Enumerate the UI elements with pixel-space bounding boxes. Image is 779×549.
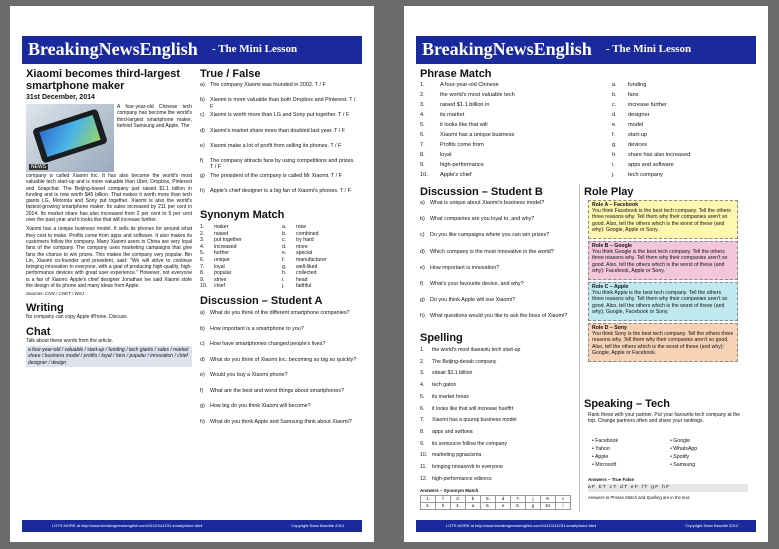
phrase-left-text: high-performance (440, 162, 484, 168)
spelling-number: 8. (420, 428, 425, 435)
question-number: d) (420, 248, 425, 255)
phrase-left-text: raised $1.1 billion in (440, 102, 490, 108)
worksheet-page-2 (404, 6, 768, 542)
synonym-left-word: further (214, 250, 229, 257)
question-number: d) (200, 127, 205, 134)
tf-answers: a F b T c T d T e F f T g F h F (588, 484, 748, 492)
question-item (420, 249, 578, 265)
question-text: The company attracts fans by using competitions and prizes. T / F (210, 158, 355, 171)
answer-cell: 10. (540, 502, 556, 510)
phrase-left-text: the world's most valuable tech (440, 92, 515, 98)
spelling-number: 4. (420, 382, 425, 389)
spelling-number: 11. (420, 464, 427, 470)
question-number: h) (200, 188, 205, 195)
spelling-number: 9. (420, 440, 425, 447)
role-title: Role C – Apple (592, 284, 629, 290)
photo-caption: NEWS (31, 164, 46, 170)
question-text: How big do you think Xiaomi will become? (210, 403, 311, 409)
question-item (200, 173, 360, 188)
question-item (420, 281, 578, 297)
spelling-text: sdeair $1.1 billion (432, 370, 473, 377)
brand-subtitle: - The Mini Lesson (212, 43, 298, 55)
spelling-text: its market hreas (432, 393, 469, 400)
phrase-right-letter: f. (612, 132, 616, 138)
question-number: h) (420, 313, 425, 320)
phrase-right-letter: j. (612, 172, 615, 178)
discussion-b-list (420, 200, 578, 330)
question-text: Xiaomi's market share more than doubled last year. T / F (210, 127, 346, 134)
question-number: a) (200, 310, 205, 316)
phrase-left-number: 9. (420, 162, 425, 168)
footer-link[interactable]: LOTS MORE at http://www.breakingnewsenglish.com/1412/141231-smartphone.html (446, 523, 597, 528)
question-text: What do you think of the different smartphone companies? (210, 310, 350, 316)
question-text: Xiaomi make a lot of profit from selling its phones. T / F (210, 142, 342, 149)
page-header (22, 36, 362, 64)
question-item (200, 82, 360, 97)
synonym-right-word: try hard (296, 237, 314, 244)
spelling-heading: Spelling (420, 332, 463, 344)
brand-subtitle: - The Mini Lesson (606, 43, 692, 55)
answer-cell: h (435, 502, 451, 510)
phrase-left-number: 7. (420, 142, 425, 148)
question-item (200, 341, 360, 357)
phrase-left-text: Xiaomi has a unique business (440, 132, 515, 138)
synonym-left-number: 9. (200, 276, 205, 283)
synonym-left-word: maker (214, 224, 229, 230)
phrase-left-text: loyal (440, 152, 452, 158)
article-sources: Sources: CNN / CNET / WSJ (26, 291, 85, 297)
synonym-right-word: well-liked (296, 263, 318, 270)
synonym-left-number: 2. (200, 230, 205, 237)
question-text: How important is a smartphone to you? (210, 325, 304, 332)
synonym-heading: Synonym Match (200, 209, 285, 221)
brand-title: BreakingNewsEnglish (28, 39, 198, 59)
question-number: f) (420, 281, 424, 287)
article-para-2: Xiaomi has a unique business model. It sells its phones for around what they cost to make. Profits come from apps and software. It also makes its customers follow the company. Many Xiaomi users in China are very loyal fans of the company. The company uses marketing campaigns that give fans the chance to win prizes. This makes the company very popular. Bin Lin, Xiaomi co-founder and president, said: "We will strive to continue bringing innovation to everyone, with a goal of producing high-quality, high-performance devices with great user experience." However, not everyone is a fan of Xiaomi. Apple's chief designer Jonathan Ive said Xiaomi stole the design of its phone and many ideas from Apple. (26, 226, 192, 290)
question-text: Apple's chief designer is a big fan of Xiaomi's phones. T / F (210, 188, 351, 195)
answer-cell: 8. (510, 502, 526, 510)
footer-link[interactable]: LOTS MORE at http://www.breakingnewsenglish.com/1412/141231-smartphone.html (52, 523, 203, 528)
question-item (200, 310, 360, 326)
phrase-right-text: model (628, 122, 644, 128)
role-card (588, 241, 738, 280)
spelling-number: 12. (420, 475, 428, 482)
answer-cell: 3. (450, 495, 466, 503)
true-false-heading: True / False (200, 68, 261, 80)
answer-cell: 1. (420, 495, 436, 503)
phrase-left-text: Apple's chief (440, 172, 472, 178)
question-text: Xiaomi is worth more than LG and Sony put together. T / F (210, 112, 350, 119)
phrase-left-text: Profits come from (440, 142, 484, 148)
role-title: Role B – Google (592, 243, 633, 249)
synonym-left-word: unique (214, 257, 230, 263)
question-text: The company Xiaomi was founded in 2002. T / F (210, 82, 326, 88)
synonym-left-word: strive (214, 276, 227, 283)
synonym-right-letter: f. (282, 257, 285, 263)
spelling-list (420, 347, 578, 487)
role-card (588, 323, 738, 362)
spelling-number: 1. (420, 347, 425, 353)
chat-intro: Talk about these words from the article. (26, 337, 113, 344)
question-number: a) (420, 200, 425, 206)
answer-cell: 6. (480, 502, 496, 510)
question-item (200, 158, 360, 173)
question-number: g) (420, 297, 425, 304)
phrase-left-text: it looks like that will (440, 122, 488, 128)
exercise-column (200, 68, 360, 513)
spelling-text: high-performance edievcs (432, 475, 492, 482)
synonym-right-letter: b. (282, 230, 287, 237)
rank-item-left: • Apple (592, 454, 609, 460)
phrase-left-number: 1. (420, 82, 425, 88)
question-number: g) (200, 403, 205, 409)
brand-title: BreakingNewsEnglish (422, 39, 592, 59)
phrase-right-text: start-up (628, 132, 647, 138)
question-text: What questions would you like to ask the boss of Xiaomi? (430, 313, 568, 320)
answer-cell: a (465, 502, 481, 510)
question-item (200, 419, 360, 435)
phone-shape (32, 108, 108, 163)
synonym-left-number: 1. (200, 224, 205, 230)
question-item (420, 265, 578, 281)
rank-item-left: • Facebook (592, 438, 619, 444)
phrase-left-number: 5. (420, 122, 425, 128)
phrase-right-text: share has also increased (628, 152, 691, 158)
synonym-right-word: combined (296, 230, 319, 237)
phrase-right-letter: g. (612, 142, 617, 148)
answer-cell: 7. (510, 495, 526, 503)
rank-item-left: • Microsoft (592, 462, 617, 468)
left-column-p2 (420, 186, 578, 516)
synonym-left-number: 10. (200, 283, 208, 290)
spelling-number: 10. (420, 452, 428, 459)
question-text: Do you think Apple will sue Xiaomi? (430, 297, 516, 304)
question-text: How important is innovation? (430, 264, 500, 271)
question-text: The president of the company is called Mr Xiaomi. T / F (210, 173, 342, 180)
writing-heading: Writing (26, 302, 64, 315)
phrase-right-letter: a. (612, 82, 617, 88)
page-header (416, 36, 756, 64)
speaking-heading: Speaking – Tech (584, 398, 670, 410)
synonym-answers-heading: Answers – Synonym Match (420, 488, 479, 493)
question-text: How have smartphones changed people's lives? (210, 341, 326, 347)
spelling-number: 2. (420, 358, 425, 365)
spelling-number: 5. (420, 393, 425, 400)
question-item (420, 216, 578, 232)
question-item (200, 143, 360, 158)
question-item (200, 357, 360, 373)
phrase-right-letter: e. (612, 122, 617, 128)
answer-cell: 2. (420, 502, 436, 510)
question-item (420, 232, 578, 248)
question-item (200, 388, 360, 404)
question-item (200, 112, 360, 127)
spelling-text: its ssmoucre follow the company (432, 440, 507, 447)
phrase-match-heading: Phrase Match (420, 68, 492, 80)
phrase-right-letter: b. (612, 92, 617, 98)
phrase-left-number: 6. (420, 132, 425, 138)
question-number: b) (200, 97, 205, 104)
phrase-right-text: devices (628, 142, 647, 148)
question-item (420, 200, 578, 216)
synonym-left-word: chief (214, 283, 225, 290)
synonym-left-number: 6. (200, 257, 205, 263)
synonym-right-letter: g. (282, 263, 287, 270)
page-footer (22, 520, 362, 532)
synonym-right-word: more (296, 243, 308, 250)
rank-item-right: • WhatsApp (670, 446, 698, 452)
role-text: You think Facebook is the best tech company. Tell the others three reasons why. Tell them why their companies aren't so good. Also, tell the others which is the worst of these (and why): Google, Apple or Sony. (592, 208, 731, 233)
spelling-text: apps and swftoea (432, 428, 473, 435)
phone-photo (26, 104, 114, 172)
question-number: c) (200, 112, 205, 119)
answers-note: Answers to Phrase Match and Spelling are in the text. (588, 495, 691, 500)
rank-item-left: • Yahoo (592, 446, 610, 452)
question-text: What are the best and worst things about smartphones? (210, 387, 344, 394)
question-number: b) (420, 216, 425, 223)
phrase-right-text: increase further (628, 102, 667, 108)
true-false-list (200, 82, 360, 204)
phrase-left-number: 4. (420, 112, 425, 118)
spelling-text: bringing nnoaonvti to everyone (432, 464, 503, 470)
footer-copyright: Copyright Sean Banville 2014 (291, 523, 344, 528)
question-text: What do you think of Xiaomi Inc. becoming so big so quickly? (210, 356, 357, 363)
spelling-text: the world's most ibaeavlu tech start-up (432, 347, 521, 353)
question-number: e) (200, 142, 205, 149)
speaking-intro: Rank these with your partner. Put your favourite tech company at the top. Change partners often and share your rankings. (588, 412, 741, 425)
role-card (588, 282, 738, 321)
chat-words: a four-year-old / valuable / start-up / funding / tech giants / sales / market share / business model / profits / loyal / fans / popular / innovation / chief designer / design (26, 346, 192, 367)
question-text: Would you buy a Xiaomi phone? (210, 372, 288, 378)
synonym-right-word: faithful (296, 283, 312, 290)
answer-cell: b (465, 495, 481, 503)
answer-cell: g (525, 502, 541, 510)
question-item (420, 297, 578, 313)
discussion-a-heading: Discussion – Student A (200, 295, 323, 307)
phrase-left-number: 3. (420, 102, 425, 108)
answer-cell: c (555, 495, 571, 503)
synonym-right-letter: a. (282, 224, 287, 230)
question-number: e) (200, 372, 205, 378)
phrase-right-text: tech company (628, 172, 663, 178)
phrase-left-number: 10. (420, 172, 428, 178)
synonym-right-letter: i. (282, 276, 285, 283)
rank-item-right: • Spotify (670, 454, 690, 460)
synonym-left-number: 7. (200, 263, 205, 270)
question-number: b) (200, 325, 205, 332)
synonym-left-number: 4. (200, 243, 205, 250)
article-date: 31st December, 2014 (26, 94, 95, 101)
spelling-text: Xiaomi has a quunqi business model (432, 417, 517, 424)
chat-heading: Chat (26, 325, 51, 338)
writing-prompt: No company can copy Apple iPhone. Discuss. (26, 314, 128, 321)
synonym-right-letter: d. (282, 243, 287, 250)
answer-cell: e (495, 502, 511, 510)
article-column (26, 68, 192, 367)
role-text: You think Sony is the best tech company. Tell the others three reasons why. Tell them why their companies aren't so good. Also, tell the others which is the worst of these (and why): Google, Apple or Facebook. (592, 331, 734, 356)
synonym-right-letter: j. (282, 283, 285, 290)
role-text: You think Apple is the best tech company. Tell the others three reasons why. Tell them why their companies aren't so good. Also, tell the others which is the worst of these (and why): Google, Facebook or Sony. (592, 290, 728, 315)
synonym-right-word: manufacturer (296, 257, 327, 263)
question-item (200, 326, 360, 342)
synonym-left-number: 5. (200, 250, 205, 257)
article-title: Xiaomi becomes third-largest smartphone maker (26, 68, 181, 92)
phrase-right-letter: d. (612, 112, 617, 118)
synonym-left-number: 3. (200, 237, 205, 244)
article-para-1a: A four-year-old Chinese tech company has become the world's third-largest smartphone maker, behind Samsung and Apple. The (117, 104, 192, 129)
answer-cell: j (525, 495, 541, 503)
role-card (588, 200, 738, 239)
phrase-right-letter: h. (612, 152, 617, 158)
phrase-left-number: 8. (420, 152, 425, 158)
question-number: c) (420, 232, 425, 239)
phrase-right-letter: i. (612, 162, 615, 168)
role-play-heading: Role Play (584, 186, 634, 198)
question-text: Xiaomi is more valuable than both Dropbox and Pinterest. T / F (210, 97, 356, 110)
question-number: d) (200, 356, 205, 363)
spelling-number: 6. (420, 405, 425, 412)
spelling-text: marketing pgnacisma (432, 452, 482, 459)
phrase-right-text: designer (628, 112, 650, 118)
synonym-right-letter: h. (282, 270, 287, 277)
footer-copyright: Copyright Sean Banville 2014 (685, 523, 738, 528)
question-text: What's your favourite device, and why? (430, 281, 524, 287)
answer-cell: 4. (450, 502, 466, 510)
synonym-right-word: special (296, 250, 313, 257)
answer-cell: f (435, 495, 451, 503)
role-title: Role A – Facebook (592, 202, 639, 208)
question-item (200, 403, 360, 419)
spelling-text: tech gaton (432, 382, 457, 389)
question-number: g) (200, 173, 205, 180)
synonym-left-word: raised (214, 230, 229, 237)
answer-cell: 9. (540, 495, 556, 503)
question-text: What is unique about Xiaomi's business model? (430, 200, 545, 206)
tf-answers-heading: Answers – True False (588, 477, 635, 482)
synonym-left-word: loyal (214, 263, 225, 270)
phrase-left-text: A four-year-old Chinese (440, 82, 499, 88)
column-divider (579, 184, 580, 512)
spelling-text: it looks like that will increase hueffrt (432, 405, 514, 412)
spelling-number: 7. (420, 417, 425, 424)
synonym-right-letter: c. (282, 237, 287, 244)
synonym-left-word: popular (214, 270, 232, 277)
worksheet-page-1 (10, 6, 374, 542)
question-text: What do you think Apple and Samsung think about Xiaomi? (210, 418, 352, 425)
discussion-b-heading: Discussion – Student B (420, 186, 543, 198)
answer-cell: d (495, 495, 511, 503)
role-text: You think Google is the best tech company. Tell the others three reasons why. Tell them why their companies aren't so good. Also, tell the others which is the worst of these (and why): Facebook, Apple or Sony. (592, 249, 728, 274)
page-footer (416, 520, 756, 532)
spelling-text: The Beijing-desab company (432, 358, 497, 365)
question-text: What companies are you loyal to, and why? (430, 216, 535, 223)
synonym-grid (200, 224, 360, 290)
question-number: c) (200, 341, 205, 347)
synonym-right-word: collected (296, 270, 317, 277)
phrase-right-letter: c. (612, 102, 617, 108)
speaking-rank-list (592, 438, 742, 472)
phrase-right-text: apps and software (628, 162, 674, 168)
question-number: h) (200, 418, 205, 425)
phrase-left-number: 2. (420, 92, 425, 98)
question-number: a) (200, 82, 205, 88)
synonym-answers-grid (420, 495, 572, 511)
question-item (200, 97, 360, 112)
synonym-right-letter: e. (282, 250, 287, 257)
rank-item-right: • Google (670, 438, 690, 444)
question-text: Which company is the most innovative in the world? (430, 248, 554, 255)
question-item (420, 313, 578, 329)
spelling-number: 3. (420, 370, 425, 377)
question-number: f) (200, 158, 204, 164)
article-para-1b: company is called Xiaomi Inc. It has also become the world's most valuable tech start-up and is more valuable than Uber, Dropbox, Pinterest and Snapchat. The Beijing-based company just raised $1.1 billion in funding and is now worth $45 billion. That makes it worth more than tech giants LG, Motorola and Sony put together. Xiaomi is also the world's fastest-growing smartphone maker. Its sales increased by 211 per cent in 2014. Its market share has also increased from 2 per cent to 5 per cent over the past year and it looks like that will increase further. (26, 173, 192, 224)
synonym-right-word: rose (296, 224, 307, 230)
question-item (200, 372, 360, 388)
synonym-left-word: increased (214, 243, 237, 250)
right-column-p2 (584, 186, 756, 516)
rank-item-right: • Samsung (670, 462, 696, 468)
question-number: e) (420, 264, 425, 271)
question-number: f) (200, 387, 204, 394)
phrase-match-grid (420, 82, 754, 182)
answer-cell: i (555, 502, 571, 510)
phrase-left-text: its market (440, 112, 465, 118)
question-text: Do you like campaigns where you can win prizes? (430, 232, 550, 239)
synonym-left-word: put together (214, 237, 242, 244)
synonym-right-word: head (296, 276, 308, 283)
question-item (200, 188, 360, 203)
answer-cell: 5. (480, 495, 496, 503)
role-title: Role D – Sony (592, 325, 627, 331)
synonym-left-number: 8. (200, 270, 205, 277)
phrase-right-text: fans (628, 92, 639, 98)
question-item (200, 128, 360, 143)
phrase-right-text: funding (628, 82, 647, 88)
discussion-a-list (200, 310, 360, 510)
role-play-list (584, 200, 754, 368)
